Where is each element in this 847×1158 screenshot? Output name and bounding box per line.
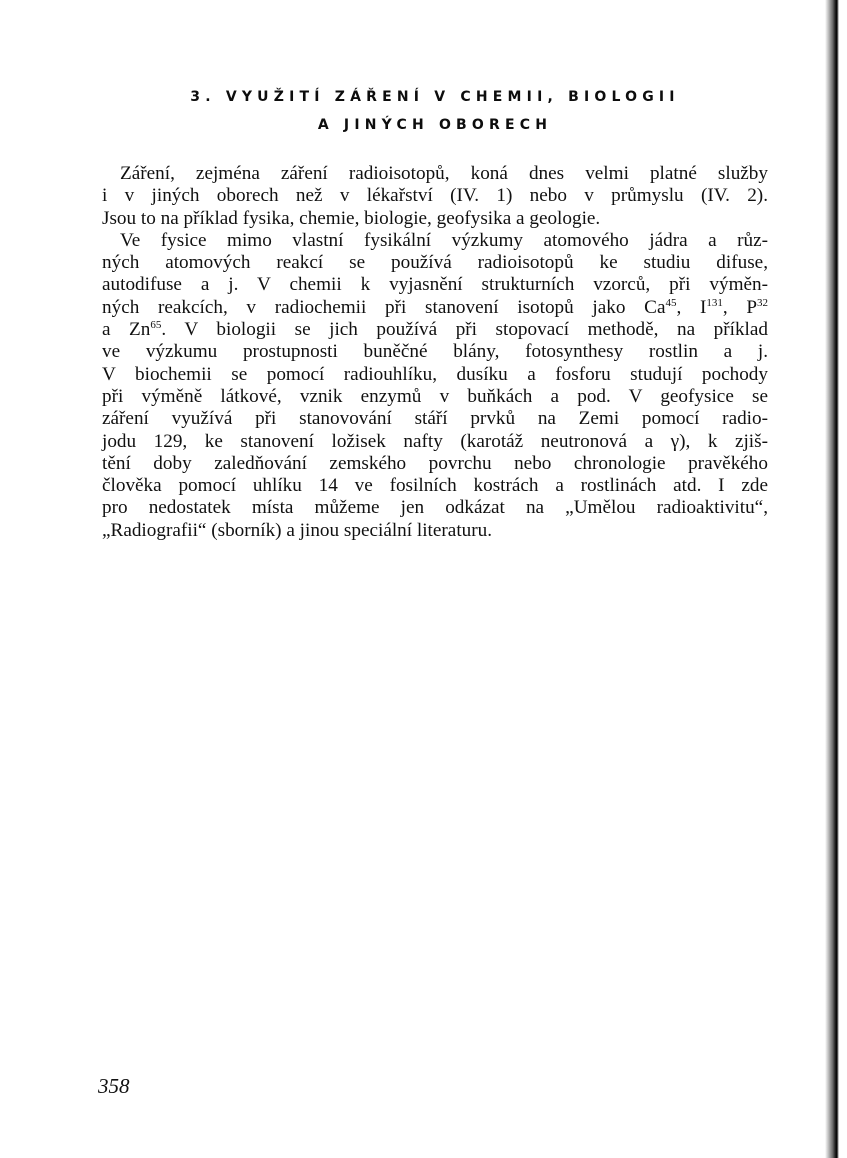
text-line: Jsou to na příklad fysika, chemie, biologie, geofysika a geologie. (102, 207, 601, 229)
text-line: Záření, zejména záření radioisotopů, koná dnes velmi platné služby (120, 163, 768, 184)
section-heading-line-1: 3. VYUŽITÍ ZÁŘENÍ V CHEMII, BIOLOGII (190, 89, 680, 105)
section-heading-line-2: A JINÝCH OBORECH (317, 117, 553, 133)
text-line: „Radiografii“ (sborník) a jinou speciální literaturu. (102, 519, 493, 541)
text-line: Ve fysice mimo vlastní fysikální výzkumy atomového jádra a růz- (120, 229, 768, 251)
text-line: záření využívá při stanovování stáří prvků na Zemi pomocí radio- (102, 408, 768, 430)
body-text (102, 163, 768, 542)
text-line: tění doby zaledňování zemského povrchu nebo chronologie pravěkého (102, 452, 768, 474)
page-number: 358 (98, 1074, 130, 1098)
text-line: ných atomových reakcí se používá radioisotopů ke studiu difuse, (102, 252, 768, 274)
text-line-isotopes (102, 319, 768, 341)
text-fragment: . V biologii se jich používá při stopovací methodě, na příklad (161, 319, 768, 341)
text-fragment: a (102, 319, 130, 341)
isotope-p: $P^{32}$ (746, 296, 768, 318)
text-line: V biochemii se pomocí radiouhlíku, dusíku a fosforu studují pochody (102, 363, 768, 385)
isotope-i: $I^{131}$ (699, 296, 723, 318)
text-line: pro nedostatek místa můžeme jen odkázat na „Umělou radioaktivitu“, (102, 497, 768, 519)
text-line: člověka pomocí uhlíku 14 ve fosilních kostrách a rostlinách atd. I zde (102, 475, 768, 497)
book-binding-edge (825, 0, 839, 1158)
isotope-ca: Ca$^{45}$ (644, 296, 677, 318)
text-line: jodu 129, ke stanovení ložisek nafty (karotáž neutronová a γ), k zjiš- (102, 430, 768, 452)
text-line: autodifuse a j. V chemii k vyjasnění strukturních vzorců, při výměn- (102, 274, 768, 296)
isotope-zn: Zn$^{65}$ (129, 319, 162, 341)
text-line: i v jiných oborech než v lékařství (IV. 1) nebo v průmyslu (IV. 2). (102, 185, 768, 207)
text-fragment: ných reakcích, v radiochemii při stanovení isotopů jako (102, 296, 645, 318)
text-line: při výměně látkové, vznik enzymů v buňkách a pod. V geofysice se (102, 385, 768, 407)
text-line-isotopes: ných reakcích, v radiochemii při stanovení isotopů jako Ca$^{45}$, $I^{131}$, $P^{32}$ (102, 296, 768, 318)
text-line: ve výzkumu prostupnosti buněčné blány, fotosynthesy rostlin a j. (102, 341, 768, 363)
